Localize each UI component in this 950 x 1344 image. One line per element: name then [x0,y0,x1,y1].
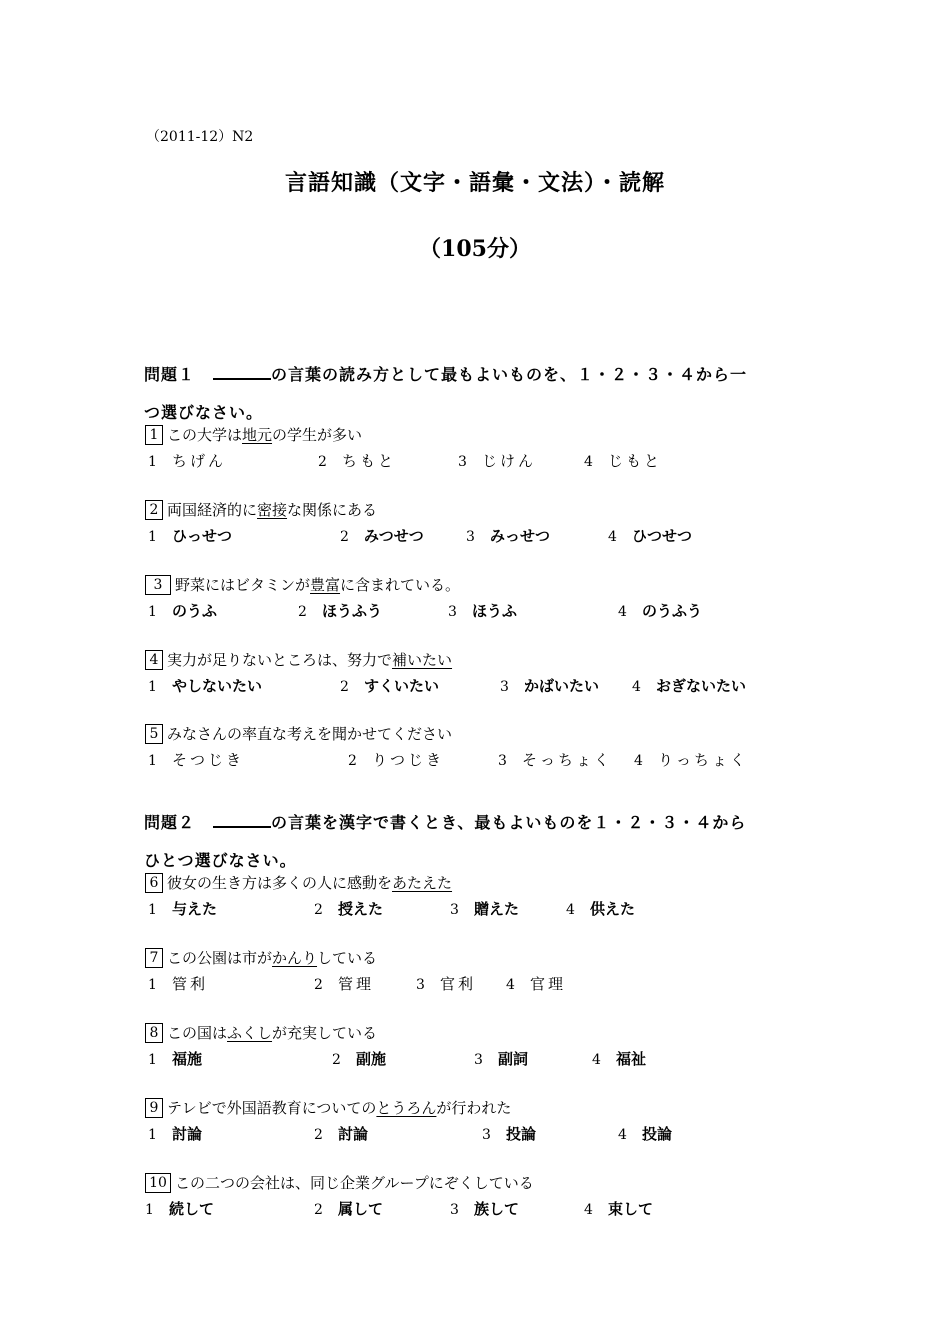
answer-option-4[interactable] [584,1198,653,1219]
option-number: 1 [148,1127,157,1143]
question-6 [145,872,452,893]
option-text: 供えた [590,900,636,918]
answer-option-2[interactable] [314,973,374,994]
answer-option-2[interactable] [340,525,424,546]
option-text: そっちょく [522,751,613,769]
underlined-target-word: 補いたい [392,651,453,669]
section2-number: 問題２ [144,813,196,832]
option-number: 4 [634,753,643,769]
option-text: 与えた [172,900,218,918]
answer-option-1[interactable] [148,450,226,471]
duration-label: （105分） [419,236,531,262]
question-text: この国は [167,1024,228,1042]
question-number-box: 3 [145,575,171,595]
answer-option-3[interactable] [498,749,612,770]
section2-heading-line2: ひとつ選びなさい。 [144,851,297,870]
question-text-tail: な関係にある [287,501,378,519]
answer-option-4[interactable] [608,525,692,546]
answer-option-2[interactable] [340,675,439,696]
section2-instruction: の言葉を漢字で書くとき、最もよいものを１・２・３・４から [271,813,747,832]
answer-option-2[interactable] [314,1123,368,1144]
option-number: 2 [314,902,323,918]
section1-heading [144,362,747,385]
option-text: 討論 [172,1125,203,1143]
option-number: 1 [148,679,157,695]
question-text: この二つの会社は、同じ企業グループにぞくしている [175,1174,534,1192]
answer-option-1[interactable] [148,1048,202,1069]
option-number: 4 [618,1127,627,1143]
question-text-tail: が充実している [272,1024,378,1042]
option-text: のうふ [172,602,218,620]
question-text: 彼女の生き方は多くの人に感動を [167,874,393,892]
question-7 [145,947,377,968]
blank-line [213,812,271,828]
option-text: りつじき [372,751,445,769]
answer-option-4[interactable] [634,749,748,770]
section1-heading-line2: つ選びなさい。 [144,403,264,422]
answer-option-2[interactable] [348,749,444,770]
question-number-box: 7 [145,948,163,968]
option-text: 投論 [506,1125,537,1143]
question-text: 両国経済的に [167,501,258,519]
option-text: 続して [169,1200,215,1218]
answer-option-1[interactable] [148,600,217,621]
question-2 [145,499,377,520]
answer-option-1[interactable] [148,675,262,696]
option-text: 投論 [642,1125,673,1143]
option-number: 1 [145,1202,154,1218]
option-text: そつじき [172,751,245,769]
question-number-box: 1 [145,425,163,445]
section2-heading [144,810,746,833]
underlined-target-word: かんり [272,949,318,967]
option-text: 官利 [440,975,477,993]
answer-option-2[interactable] [318,450,396,471]
question-5 [145,723,452,744]
question-8 [145,1022,377,1043]
option-number: 2 [314,1127,323,1143]
option-text: 贈えた [474,900,520,918]
answer-option-1[interactable] [148,898,217,919]
option-text: 副詞 [498,1050,529,1068]
option-text: 討論 [338,1125,369,1143]
answer-option-2[interactable] [314,898,383,919]
question-9 [145,1097,511,1118]
option-number: 4 [584,454,593,470]
option-number: 3 [416,977,425,993]
option-text: ほうふ [472,602,518,620]
option-text: 官理 [530,975,567,993]
question-number-box: 10 [145,1173,171,1193]
option-text: りっちょく [658,751,749,769]
question-3 [145,574,460,595]
underlined-target-word: ふくし [227,1024,273,1042]
question-text-tail: が行われた [436,1099,512,1117]
underlined-target-word: 豊富 [310,576,341,594]
answer-option-4[interactable] [584,450,662,471]
underlined-target-word: 地元 [242,426,273,444]
option-number: 2 [314,977,323,993]
option-number: 1 [148,529,157,545]
option-number: 2 [348,753,357,769]
option-text: じもと [608,452,663,470]
question-number-box: 4 [145,650,163,670]
option-text: かばいたい [524,677,600,695]
option-text: みつせつ [364,527,424,545]
question-10 [145,1172,534,1193]
answer-option-3[interactable] [474,1048,528,1069]
answer-option-3[interactable] [450,898,519,919]
option-number: 3 [458,454,467,470]
option-number: 3 [450,1202,459,1218]
question-text-tail: の学生が多い [272,426,363,444]
question-text-tail: に含まれている。 [340,576,461,594]
section1-instruction: の言葉の読み方として最もよいものを、１・２・３・４から一 [271,365,748,384]
answer-option-1[interactable] [148,973,208,994]
option-text: ひっせつ [172,527,233,545]
option-number: 1 [148,604,157,620]
option-number: 2 [332,1052,341,1068]
option-number: 3 [500,679,509,695]
exam-code: （2011-12）N2 [146,129,254,145]
option-number: 1 [148,977,157,993]
option-number: 2 [340,529,349,545]
page-title: 言語知識（文字・語彙・文法）・読解 [284,170,665,196]
answer-option-4[interactable] [592,1048,646,1069]
answer-option-2[interactable] [298,600,382,621]
question-text: この公園は市が [167,949,273,967]
option-number: 3 [498,753,507,769]
underlined-target-word: あたえた [392,874,453,892]
answer-option-3[interactable] [458,450,536,471]
answer-option-3[interactable] [450,1198,519,1219]
option-number: 1 [148,454,157,470]
option-number: 3 [448,604,457,620]
option-text: 族して [474,1200,520,1218]
question-number-box: 2 [145,500,163,520]
option-number: 1 [148,902,157,918]
answer-option-1[interactable] [148,525,232,546]
option-text: 管理 [338,975,375,993]
option-text: 福祉 [616,1050,647,1068]
question-text: 実力が足りないところは、努力で [167,651,393,669]
option-text: すくいたい [364,677,440,695]
answer-option-2[interactable] [332,1048,386,1069]
underlined-target-word: 密接 [257,501,288,519]
question-number-box: 6 [145,873,163,893]
option-text: 束して [608,1200,654,1218]
question-text: テレビで外国語教育についての [167,1099,377,1117]
question-4 [145,649,452,670]
option-number: 3 [450,902,459,918]
option-text: ちもと [342,452,397,470]
answer-option-3[interactable] [466,525,550,546]
option-text: ひつせつ [632,527,693,545]
option-number: 4 [566,902,575,918]
question-text: みなさんの率直な考えを聞かせてください [167,725,453,743]
option-number: 4 [506,977,515,993]
option-number: 3 [466,529,475,545]
option-text: 管利 [172,975,209,993]
question-text-tail: している [317,949,378,967]
option-text: 副施 [356,1050,387,1068]
option-text: のうふう [642,602,703,620]
answer-option-4[interactable] [506,973,566,994]
answer-option-3[interactable] [500,675,599,696]
blank-line [213,364,271,380]
option-number: 2 [340,679,349,695]
option-text: おぎないたい [656,677,747,695]
option-number: 1 [148,753,157,769]
option-text: ちげん [172,452,227,470]
option-number: 4 [592,1052,601,1068]
option-number: 3 [482,1127,491,1143]
option-text: じけん [482,452,537,470]
option-number: 2 [318,454,327,470]
answer-option-1[interactable] [145,1198,214,1219]
option-text: 属して [338,1200,384,1218]
option-number: 4 [618,604,627,620]
answer-option-4[interactable] [632,675,746,696]
option-number: 2 [298,604,307,620]
question-1 [145,424,362,445]
option-number: 4 [608,529,617,545]
answer-option-3[interactable] [482,1123,536,1144]
answer-option-3[interactable] [448,600,517,621]
section1-number: 問題１ [144,365,196,384]
answer-option-3[interactable] [416,973,476,994]
question-number-box: 8 [145,1023,163,1043]
answer-option-1[interactable] [148,749,244,770]
answer-option-4[interactable] [566,898,635,919]
option-text: ほうふう [322,602,383,620]
option-number: 3 [474,1052,483,1068]
option-number: 1 [148,1052,157,1068]
answer-option-1[interactable] [148,1123,202,1144]
question-text: この大学は [167,426,243,444]
underlined-target-word: とうろん [376,1099,437,1117]
option-number: 4 [632,679,641,695]
question-number-box: 5 [145,724,163,744]
option-text: 授えた [338,900,384,918]
option-text: 福施 [172,1050,203,1068]
question-number-box: 9 [145,1098,163,1118]
option-number: 4 [584,1202,593,1218]
answer-option-4[interactable] [618,600,702,621]
question-text: 野菜にはビタミンが [175,576,311,594]
option-text: みっせつ [490,527,551,545]
option-number: 2 [314,1202,323,1218]
answer-option-2[interactable] [314,1198,383,1219]
option-text: やしないたい [172,677,263,695]
answer-option-4[interactable] [618,1123,672,1144]
